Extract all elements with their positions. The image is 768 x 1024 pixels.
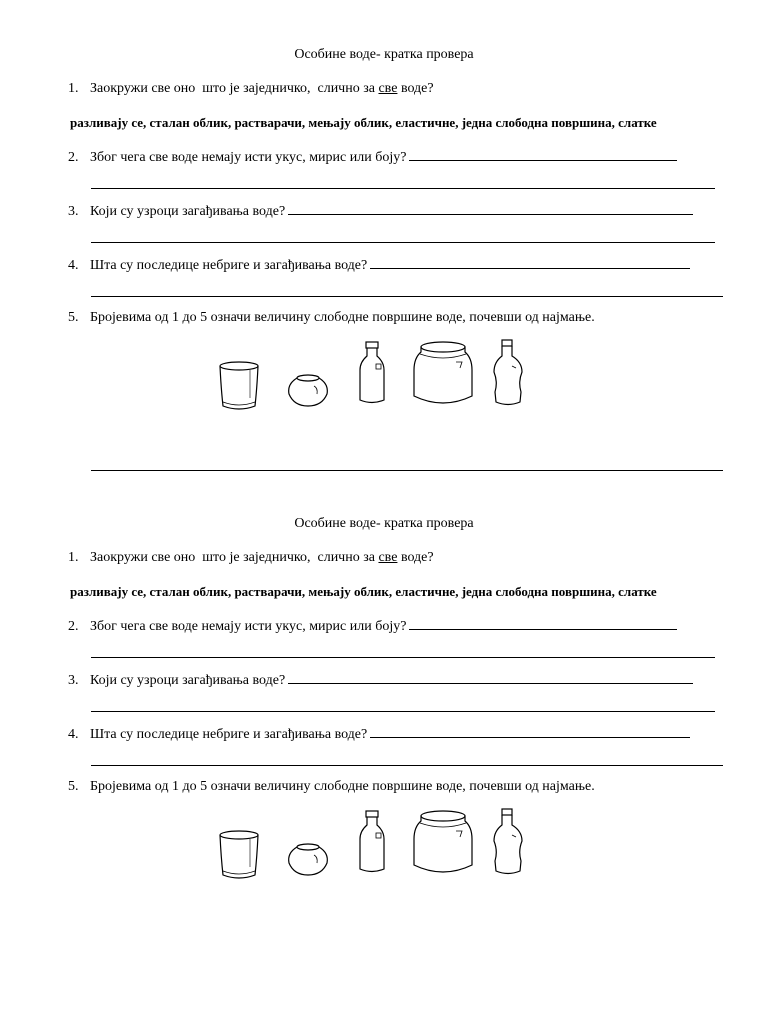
answer-line[interactable] — [91, 242, 715, 243]
question-number: 2. — [68, 619, 79, 634]
answer-line[interactable] — [91, 188, 715, 189]
quiz-title: Особине воде- кратка провера — [294, 516, 474, 531]
tall-bottle-icon — [490, 338, 526, 408]
answer-blank[interactable] — [288, 202, 693, 215]
round-bowl-icon — [286, 841, 330, 877]
question-text: Који су узроци загађивања воде? — [90, 204, 286, 219]
answer-blank[interactable] — [370, 725, 690, 738]
answer-line[interactable] — [91, 657, 715, 658]
question-5 — [68, 779, 595, 795]
narrow-bottle-icon — [356, 809, 388, 875]
question-text: Због чега све воде немају исти укус, мирис или боју? — [90, 619, 407, 634]
question-5 — [68, 310, 595, 326]
question-text: Шта су последице небриге и загађивања воде? — [90, 727, 368, 742]
answer-line[interactable] — [91, 711, 715, 712]
question-number: 3. — [68, 204, 79, 219]
question-text: Заокружи све оно што је заједничко, слично за — [90, 81, 379, 96]
quiz-title: Особине воде- кратка провера — [294, 47, 474, 62]
question-number: 2. — [68, 150, 79, 165]
question-number: 1. — [68, 81, 79, 96]
quiz-sheet-1 — [0, 0, 768, 470]
answer-line[interactable] — [91, 296, 723, 297]
question-text: Заокружи све оно што је заједничко, слично за — [90, 550, 379, 565]
question-text: Бројевима од 1 до 5 означи величину слободне површине воде, почевши од најмање. — [90, 779, 595, 794]
question-number: 4. — [68, 727, 79, 742]
answer-blank[interactable] — [288, 671, 693, 684]
question-number: 3. — [68, 673, 79, 688]
narrow-bottle-icon — [356, 340, 388, 406]
glass-icon — [217, 358, 261, 412]
question-2 — [68, 148, 677, 166]
question-text-end: воде? — [397, 81, 434, 96]
question-1 — [68, 81, 434, 97]
round-bowl-icon — [286, 372, 330, 408]
question-text: Због чега све воде немају исти укус, мирис или боју? — [90, 150, 407, 165]
tall-bottle-icon — [490, 807, 526, 877]
answer-line[interactable] — [91, 765, 723, 766]
quiz-sheet-2 — [0, 469, 768, 939]
question-text-end: воде? — [397, 550, 434, 565]
underlined-word: све — [378, 81, 398, 96]
question-2 — [68, 617, 677, 635]
question-4 — [68, 256, 690, 274]
question-3 — [68, 671, 693, 689]
question-1 — [68, 550, 434, 566]
answer-options[interactable]: разливају се, сталан облик, растварачи, мењају облик, еластичне, једна слободна површина, слатке — [70, 584, 657, 599]
question-4 — [68, 725, 690, 743]
question-text: Шта су последице небриге и загађивања воде? — [90, 258, 368, 273]
answer-options[interactable]: разливају се, сталан облик, растварачи, мењају облик, еластичне, једна слободна површина, слатке — [70, 115, 657, 130]
answer-blank[interactable] — [409, 617, 677, 630]
question-number: 1. — [68, 550, 79, 565]
question-number: 4. — [68, 258, 79, 273]
glass-icon — [217, 827, 261, 881]
question-text: Бројевима од 1 до 5 означи величину слободне површине воде, почевши од најмање. — [90, 310, 595, 325]
question-number: 5. — [68, 310, 79, 325]
question-3 — [68, 202, 693, 220]
wide-jar-icon — [412, 340, 474, 408]
wide-jar-icon — [412, 809, 474, 877]
answer-blank[interactable] — [409, 148, 677, 161]
question-number: 5. — [68, 779, 79, 794]
answer-blank[interactable] — [370, 256, 690, 269]
question-text: Који су узроци загађивања воде? — [90, 673, 286, 688]
underlined-word: све — [378, 550, 398, 565]
